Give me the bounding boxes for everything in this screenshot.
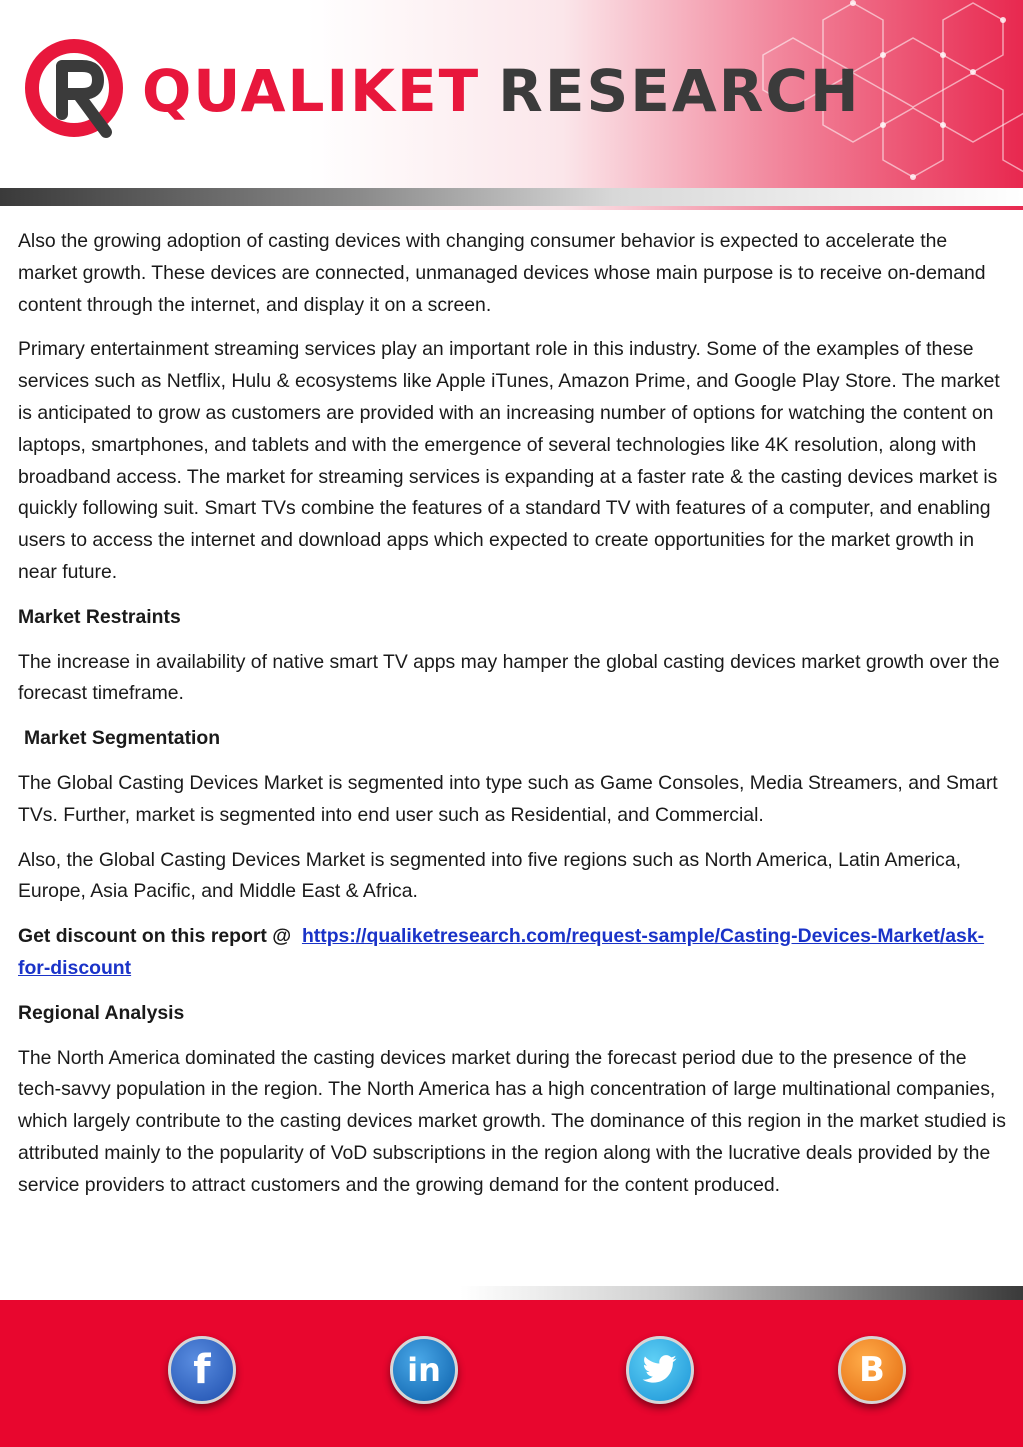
facebook-glyph: f: [193, 1347, 211, 1393]
paragraph-casting-adoption: Also the growing adoption of casting devices with changing consumer behavior is expected to accelerate the market growth. These devices are connected, unmanaged devices whose main purpose is to receive on-demand content through the internet, and display it on a screen.: [18, 230, 986, 316]
facebook-icon[interactable]: [168, 1336, 236, 1404]
brand-word-qualiket: QUALIKET: [142, 57, 481, 125]
paragraph-streaming-services: Primary entertainment streaming services play an important role in this industry. Some of the examples of these services such as Netflix, Hulu & ecosystems like Apple iTunes, Amazon Prime, and Google Play Store. The market is anticipated to grow as customers are provided with an increasing number of options for watching the content on laptops, smartphones, and tablets and with the emergence of several technologies like 4K resolution, along with broadband access. The market for streaming services is expanding at a faster rate & the casting devices market is quickly following suit. Smart TVs combine the features of a standard TV with features of a computer, and enabling users to access the internet and download apps which expected to create opportunities for the market growth in near future.: [18, 338, 1000, 583]
qr-logo-icon: [22, 36, 132, 146]
brand-name: [142, 57, 861, 125]
discount-link[interactable]: https://qualiketresearch.com/request-sample/Casting-Devices-Market/ask-for-discount: [18, 925, 985, 979]
paragraph-restraints: The increase in availability of native smart TV apps may hamper the global casting devices market growth over the forecast timeframe.: [18, 650, 1000, 705]
discount-label: Get discount on this report @: [18, 925, 292, 948]
paragraph-regional: The North America dominated the casting devices market during the forecast period due to the presence of the tech-savvy population in the region. The North America has a high concentration of large multinational companies, which largely contribute to the casting devices market growth. The dominance of this region in the market studied is attributed mainly to the popularity of VoD subscriptions in the region along with the lucrative deals provided by the service providers to attract customers and the growing demand for the content produced.: [18, 1046, 1006, 1196]
twitter-bird-icon: [642, 1355, 678, 1385]
blogger-icon[interactable]: [838, 1336, 906, 1404]
heading-regional-analysis: Regional Analysis: [18, 1001, 185, 1024]
twitter-icon[interactable]: [626, 1336, 694, 1404]
paragraph-segmentation-regions: Also, the Global Casting Devices Market is segmented into five regions such as North America, Latin America, Europe, Asia Pacific, and Middle East & Africa.: [18, 848, 962, 903]
linkedin-glyph: in: [407, 1351, 441, 1389]
document-body: [18, 226, 1008, 1215]
brand-logo[interactable]: [22, 36, 861, 146]
page-header: [0, 0, 1023, 210]
linkedin-icon[interactable]: [390, 1336, 458, 1404]
brand-word-research: RESEARCH: [498, 57, 861, 125]
heading-market-segmentation: Market Segmentation: [24, 727, 221, 750]
blogger-glyph: B: [859, 1350, 885, 1390]
discount-line: [18, 921, 1008, 985]
heading-market-restraints: Market Restraints: [18, 605, 181, 628]
paragraph-segmentation-type: The Global Casting Devices Market is segmented into type such as Game Consoles, Media Streamers, and Smart TVs. Further, market is segmented into end user such as Residential, and Commercial.: [18, 771, 998, 826]
header-divider-stripe: [0, 188, 1023, 206]
